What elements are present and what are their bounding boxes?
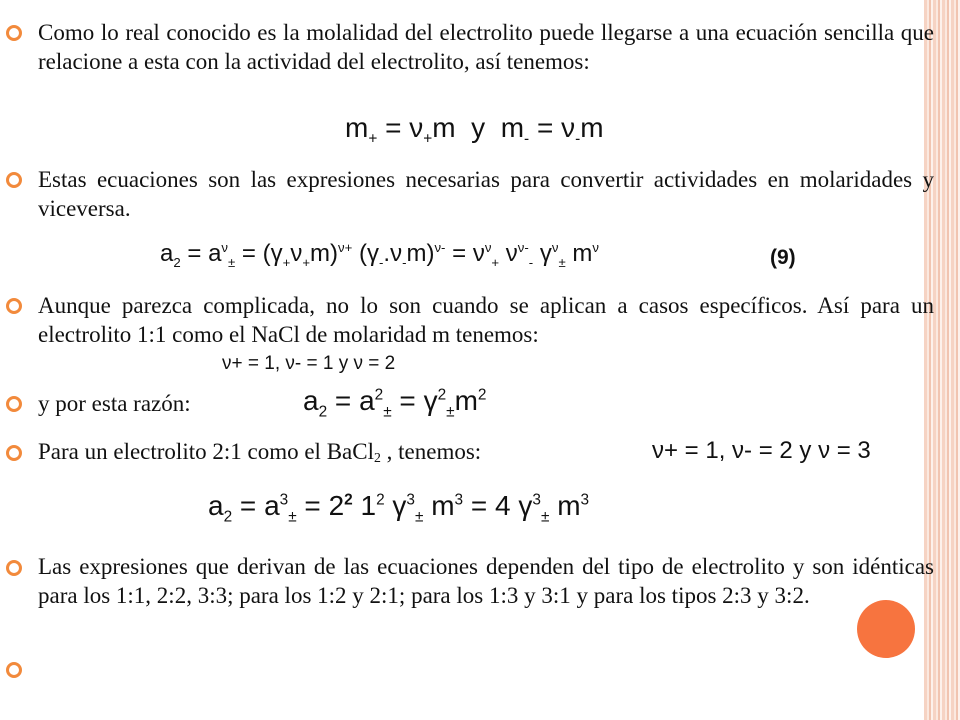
bullet-icon	[6, 298, 22, 314]
paragraph-bacl2-example: Para un electrolito 2:1 como el BaCl2 , tenemos:	[38, 439, 482, 465]
equation-9-activity: $a_2 = a^\nu_\pm = (\gamma_+\nu_+m)^{\nu+}$ $(\gamma_-.\nu_-m)^{\nu-} = \nu^\nu_+$ $\nu^{\nu-}_-$ $\gamma^\nu_\pm$ $m^\nu$	[160, 240, 599, 270]
bullet-icon	[6, 172, 22, 188]
paragraph-nacl-example: Aunque parezca complicada, no lo son cuando se aplican a casos específicos. Así para un electrolito 1:1 como el NaCl de molaridad m tenemos:	[38, 293, 934, 347]
paragraph-reason: y por esta razón:	[38, 391, 191, 416]
bullet-icon	[6, 25, 22, 41]
equation-molality-relation: $m_+ = \nu_+m$ y $m_- = \nu_-m$	[345, 112, 604, 148]
paragraph-conversion: Estas ecuaciones son las expresiones necesarias para convertir actividades en molaridades y viceversa.	[38, 167, 934, 221]
equation-bacl2-stoichiometry: ν+ = 1, ν- = 2 y ν = 3	[652, 437, 871, 464]
paragraph-molality: Como lo real conocido es la molalidad del electrolito puede llegarse a una ecuación sencilla que relacione a esta con la actividad del electrolito, así tenemos:	[38, 20, 934, 74]
paragraph-electrolyte-types: Las expresiones que derivan de las ecuaciones dependen del tipo de electrolito y son idénticas para los 1:1, 2:2, 3:3; para los 1:2 y 2:1; para los 1:3 y 3:1 y para los tipos 2:3 y 3:2.	[38, 554, 934, 608]
equation-bacl2-activity: $a_2 = a^3_\pm = 2^2$ $1^2$ $\gamma^3_\pm$ $m^3 = 4$ $\gamma^3_\pm$ $m^3$	[208, 490, 590, 526]
equation-number: (9)	[770, 246, 796, 269]
bullet-icon	[6, 445, 22, 461]
bullet-icon	[6, 560, 22, 576]
equation-nacl-stoichiometry: ν+ = 1, ν- = 1 y ν = 2	[222, 353, 396, 374]
decorative-stripes	[924, 0, 960, 720]
equation-nacl-activity: $a_2 = a^2_\pm = \gamma^2_\pm m^2$	[303, 385, 487, 421]
bullet-icon	[6, 396, 22, 412]
bullet-icon	[6, 662, 22, 678]
